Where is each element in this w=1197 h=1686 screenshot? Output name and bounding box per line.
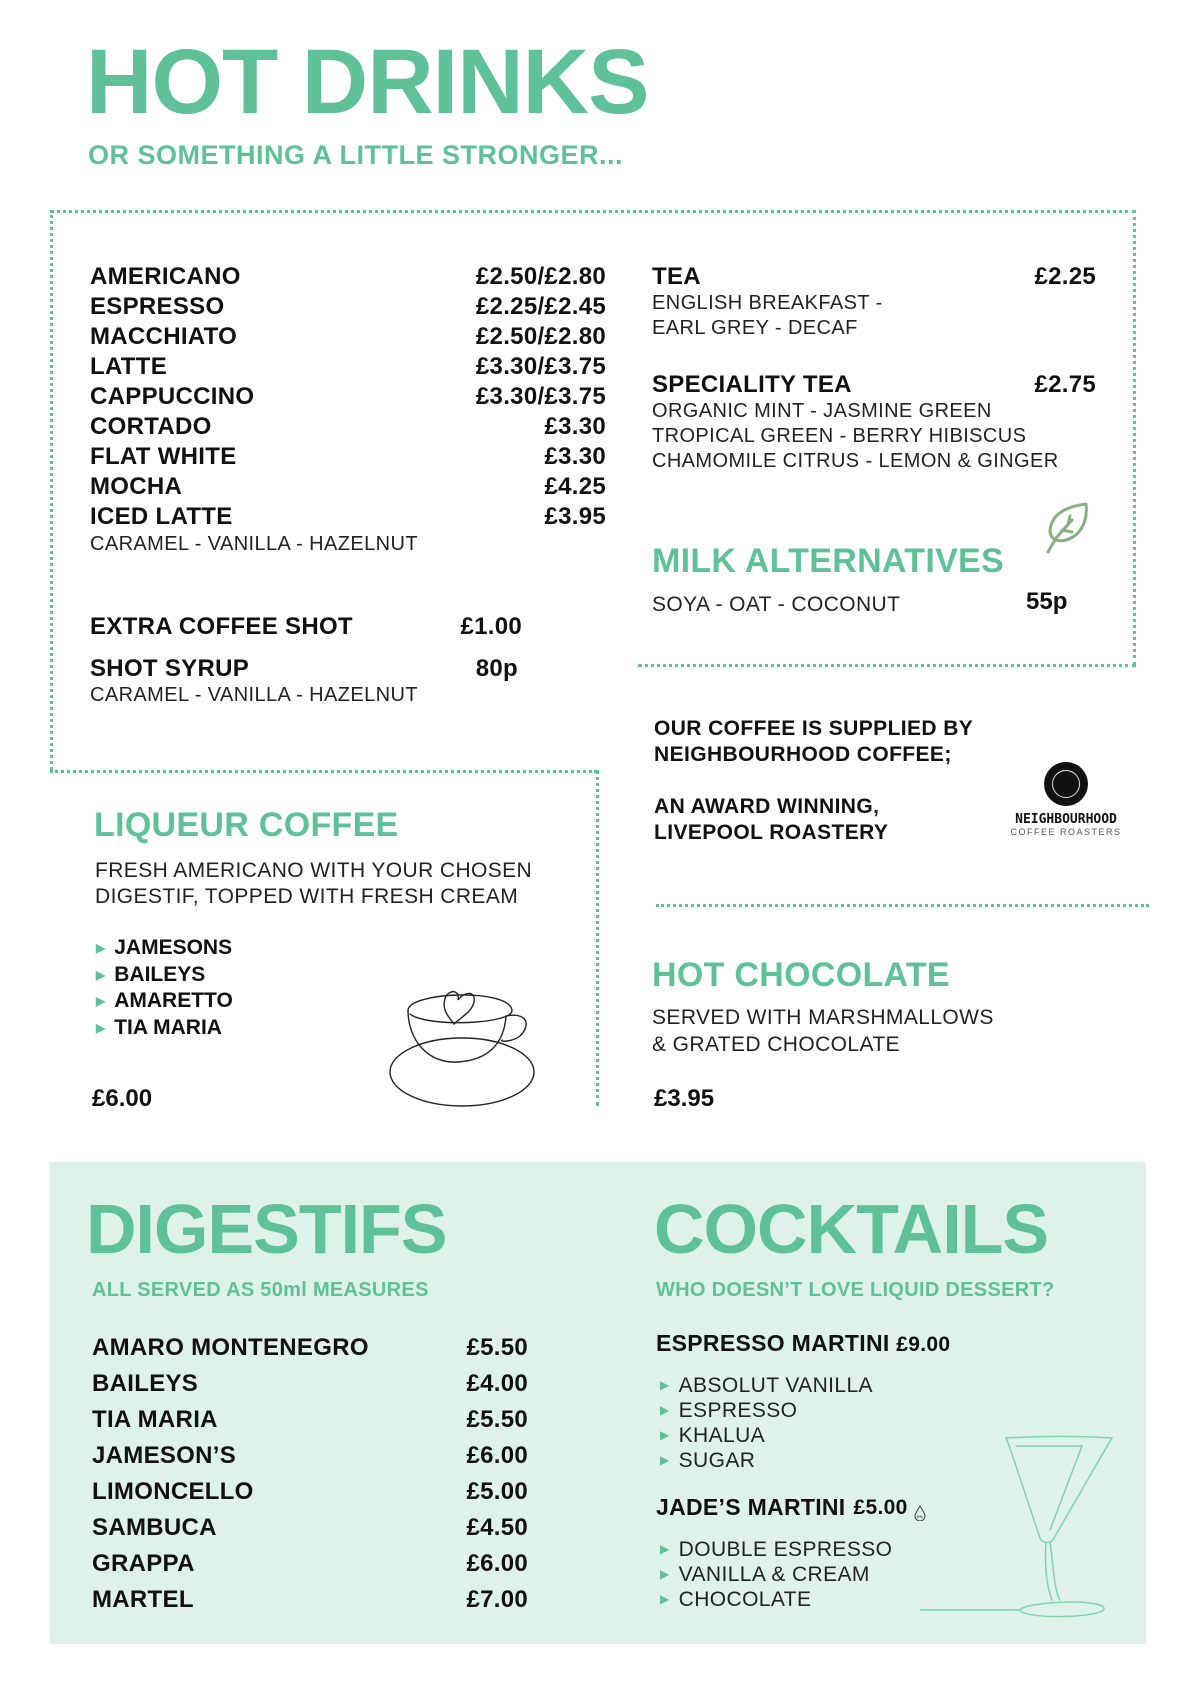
cocktail-price: £5.00 [853,1495,908,1519]
supplier-text [654,716,973,846]
desc-line: ORGANIC MINT - JASMINE GREEN [652,400,992,422]
item-name: EXTRA COFFEE SHOT [90,613,353,640]
desc-line: EARL GREY - DECAF [652,317,858,339]
tea-description [652,291,883,341]
supplier-line: NEIGHBOURHOOD COFFEE; [654,743,952,766]
menu-item [92,1366,528,1402]
menu-item [90,352,606,382]
divider [50,770,597,773]
item-price: £2.75 [1034,371,1096,398]
item-price: £4.00 [466,1370,528,1397]
coffee-cup-icon [388,984,540,1115]
item-price: £5.00 [466,1478,528,1505]
milk-alternatives-heading: MILK ALTERNATIVES [652,542,1005,580]
iced-latte-flavours: CARAMEL - VANILLA - HAZELNUT [90,533,418,555]
divider [638,664,1136,667]
hot-chocolate-description [652,1004,994,1058]
option-label: TIA MARIA [114,1015,222,1039]
desc-line: FRESH AMERICANO WITH YOUR CHOSEN [95,859,533,882]
bullet-icon: ▶ [96,1020,106,1035]
ingredient: VANILLA & CREAM [678,1563,870,1586]
menu-item [92,1546,528,1582]
jades-martini-ingredients [660,1537,892,1612]
milk-options: SOYA - OAT - COCONUT [652,593,901,616]
supplier-line: OUR COFFEE IS SUPPLIED BY [654,717,974,740]
item-name: GRAPPA [92,1550,195,1577]
list-item [660,1423,873,1448]
bullet-icon: ▶ [660,1542,670,1556]
menu-item [90,502,606,532]
menu-item [92,1582,528,1618]
liqueur-description [95,858,532,910]
list-item [660,1537,892,1562]
list-item [96,962,233,989]
desc-line: TROPICAL GREEN - BERRY HIBISCUS [652,425,1027,447]
list-item [660,1448,873,1473]
item-name: AMERICANO [90,263,241,290]
item-price: £3.30/£3.75 [475,353,606,380]
item-name: MARTEL [92,1586,194,1613]
item-name: LATTE [90,353,168,380]
menu-item [90,322,606,352]
item-name: TEA [652,263,701,290]
menu-item-tea [652,262,1096,292]
list-item [96,988,233,1015]
hot-chocolate-price: £3.95 [654,1085,715,1112]
logo-sub: COFFEE ROASTERS [1010,827,1122,837]
smile-logo-icon [1044,762,1088,806]
menu-item [92,1510,528,1546]
digestifs-subtitle: ALL SERVED AS 50ml MEASURES [92,1279,429,1301]
item-name: SHOT SYRUP [90,655,250,682]
bullet-icon: ▶ [660,1567,670,1581]
menu-item [90,442,606,472]
menu-item [90,412,606,442]
item-price: £3.30 [544,443,606,470]
cocktail-name: JADE’S MARTINI [656,1494,846,1520]
page-title: HOT DRINKS [86,31,649,133]
item-price: £4.50 [466,1514,528,1541]
item-name: JAMESON’S [92,1442,237,1469]
item-price: £6.00 [466,1442,528,1469]
item-price: £5.50 [466,1334,528,1361]
list-item [660,1562,892,1587]
bullet-icon: ▶ [660,1403,670,1417]
desc-line: DIGESTIF, TOPPED WITH FRESH CREAM [95,885,519,908]
supplier-line: LIVEPOOL ROASTERY [654,821,889,844]
item-name: SAMBUCA [92,1514,217,1541]
menu-item-speciality-tea [652,370,1096,400]
bullet-icon: ▶ [660,1378,670,1392]
item-name: MOCHA [90,473,183,500]
menu-item [92,1402,528,1438]
ingredient: KHALUA [678,1424,766,1447]
item-price: £7.00 [466,1586,528,1613]
item-price: £3.95 [544,503,606,530]
list-item [96,1015,233,1042]
bullet-icon: ▶ [660,1453,670,1467]
list-item [660,1398,873,1423]
item-name: ESPRESSO [90,293,225,320]
list-item [660,1587,892,1612]
menu-item-extra-shot [90,612,522,642]
menu-item [92,1330,528,1366]
item-name: CORTADO [90,413,212,440]
divider [656,904,1149,907]
desc-line: & GRATED CHOCOLATE [652,1033,900,1056]
speciality-tea-description [652,399,1059,474]
hot-chocolate-heading: HOT CHOCOLATE [652,956,950,994]
liqueur-price: £6.00 [92,1085,153,1112]
menu-item [90,382,606,412]
cocktails-subtitle: WHO DOESN’T LOVE LIQUID DESSERT? [656,1279,1055,1301]
desc-line: SERVED WITH MARSHMALLOWS [652,1006,994,1029]
milk-price: 55p [1026,588,1068,615]
divider [596,770,599,1106]
bullet-icon: ▶ [96,941,106,955]
ingredient: SUGAR [678,1449,756,1472]
menu-item [92,1438,528,1474]
ingredient: DOUBLE ESPRESSO [678,1538,893,1561]
ingredient: ABSOLUT VANILLA [678,1374,873,1397]
item-price: £1.00 [460,613,522,640]
item-price: £2.50/£2.80 [475,263,606,290]
item-price: £3.30 [544,413,606,440]
espresso-martini-ingredients [660,1373,873,1473]
desc-line: ENGLISH BREAKFAST - [652,292,883,314]
item-name: LIMONCELLO [92,1478,254,1505]
digestifs-list [92,1330,528,1618]
cocktail-name: ESPRESSO MARTINI [656,1330,890,1356]
item-price: £3.30/£3.75 [475,383,606,410]
item-name: SPECIALITY TEA [652,371,852,398]
item-price: £4.25 [544,473,606,500]
item-price: £6.00 [466,1550,528,1577]
svg-text:0%: 0% [916,1513,923,1519]
item-price: £2.25 [1034,263,1096,290]
supplier-line: AN AWARD WINNING, [654,795,880,818]
liqueur-coffee-heading: LIQUEUR COFFEE [94,806,399,844]
cocktails-heading: COCKTAILS [654,1190,1049,1268]
item-price: £2.50/£2.80 [475,323,606,350]
jades-martini-title [656,1494,926,1521]
divider [1133,210,1136,665]
list-item [660,1373,873,1398]
syrup-flavours: CARAMEL - VANILLA - HAZELNUT [90,684,418,706]
liqueur-options [96,935,233,1041]
item-price: £2.25/£2.45 [475,293,606,320]
item-name: CAPPUCCINO [90,383,255,410]
menu-item [90,262,606,292]
menu-item [90,292,606,322]
digestifs-heading: DIGESTIFS [86,1190,447,1268]
item-name: TIA MARIA [92,1406,218,1433]
item-name: FLAT WHITE [90,443,237,470]
martini-glass-icon [920,1430,1120,1625]
divider [50,210,53,770]
option-label: BAILEYS [114,962,206,986]
menu-item-shot-syrup [90,654,518,684]
neighbourhood-logo [1010,762,1122,837]
item-price: 80p [475,655,518,682]
logo-name: NEIGHBOURHOOD [1015,812,1117,827]
leaf-icon [1042,500,1092,556]
item-name: BAILEYS [92,1370,199,1397]
ingredient: ESPRESSO [678,1399,798,1422]
list-item [96,935,233,962]
menu-item [90,472,606,502]
divider [50,210,1136,213]
item-price: £5.50 [466,1406,528,1433]
option-label: JAMESONS [114,936,233,959]
item-name: ICED LATTE [90,503,233,530]
page-subtitle: OR SOMETHING A LITTLE STRONGER... [88,140,623,170]
bullet-icon: ▶ [660,1592,670,1606]
desc-line: CHAMOMILE CITRUS - LEMON & GINGER [652,450,1059,472]
cocktail-price: £9.00 [896,1333,951,1356]
option-label: AMARETTO [114,989,233,1012]
coffee-list [90,262,606,557]
bullet-icon: ▶ [96,994,106,1008]
item-name: AMARO MONTENEGRO [92,1334,369,1361]
menu-item [92,1474,528,1510]
item-name: MACCHIATO [90,323,238,350]
ingredient: CHOCOLATE [678,1588,812,1611]
espresso-martini-title [656,1330,950,1357]
bullet-icon: ▶ [660,1428,670,1442]
bullet-icon: ▶ [96,967,106,982]
